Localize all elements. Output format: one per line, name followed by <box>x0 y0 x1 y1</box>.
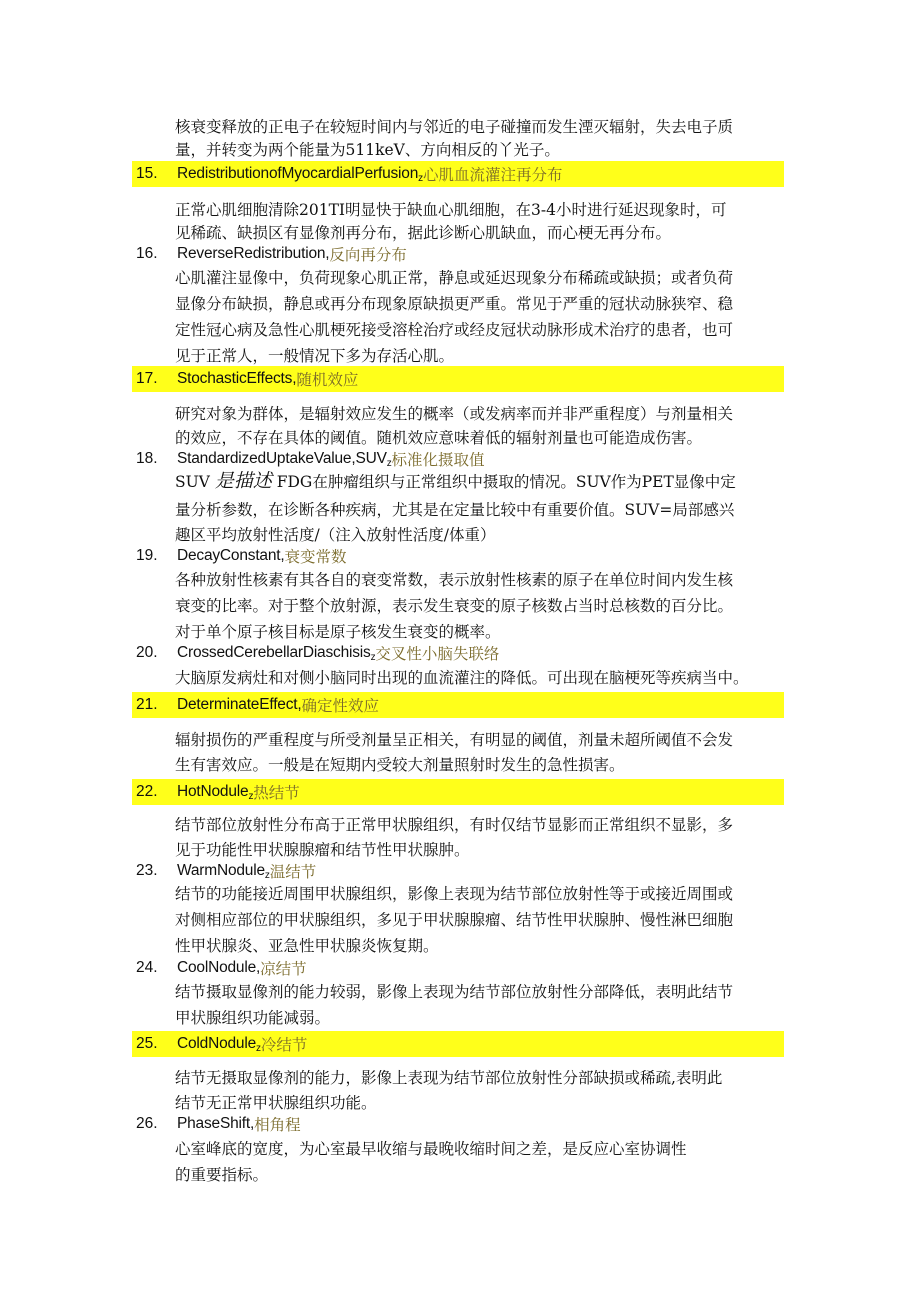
entry-number: 25. <box>136 1035 158 1052</box>
entry-description-line: 量分析参数，在诊断各种疾病，尤其是在定量比较中有重要价值。SUV=局部感兴 <box>175 501 735 519</box>
entry-number: 16. <box>136 245 158 262</box>
entry-heading <box>132 692 784 718</box>
entry-number: 22. <box>136 783 158 800</box>
entry-description-line: 的效应，不存在具体的阈值。随机效应意味着低的辐射剂量也可能造成伤害。 <box>175 429 703 447</box>
entry-separator: z <box>264 869 270 881</box>
entry-chinese-term: 相角程 <box>254 1116 301 1134</box>
entry-description-line: 心室峰底的宽度，为心室最早收缩与最晚收缩时间之差，是反应心室协调性 <box>175 1140 687 1158</box>
entry-description-line: 见于正常人，一般情况下多为存活心肌。 <box>175 347 455 365</box>
entry-description-line: 定性冠心病及急性心肌梗死接受溶栓治疗或经皮冠状动脉形成术治疗的患者，也可 <box>175 321 734 339</box>
entry-separator: z <box>370 651 376 663</box>
entry-description-line: 辐射损伤的严重程度与所受剂量呈正相关，有明显的阈值，剂量未超所阈值不会发 <box>175 731 734 749</box>
entry-description-line: 对于单个原子核目标是原子核发生衰变的概率。 <box>175 623 501 641</box>
entry-term: WarmNodule <box>177 862 265 879</box>
entry-description-line: 趣区平均放射性活度/（注入放射性活度/体重） <box>175 526 496 544</box>
entry-heading <box>132 1111 784 1137</box>
entry-description-line: 大脑原发病灶和对侧小脑同时出现的血流灌注的降低。可出现在脑梗死等疾病当中。 <box>175 669 749 687</box>
entry-description-line: 结节无摄取显像剂的能力，影像上表现为结节部位放射性分部缺损或稀疏,表明此 <box>175 1069 723 1087</box>
entry-term: ColdNodule <box>177 1035 256 1052</box>
entry-chinese-term: 心肌血流灌注再分布 <box>422 166 563 184</box>
entry-separator: z <box>418 172 423 184</box>
entry-heading <box>132 543 784 569</box>
entry-separator: , <box>249 1115 255 1132</box>
desc-italic: 是描述 <box>214 470 272 492</box>
entry-chinese-term: 温结节 <box>269 863 317 881</box>
entry-separator: , <box>297 696 302 713</box>
entry-number: 26. <box>136 1115 158 1132</box>
entry-term: CoolNodule <box>177 959 256 976</box>
entry-number: 15. <box>136 165 158 182</box>
entry-term: DecayConstant <box>177 547 281 564</box>
entry-number: 24. <box>136 959 158 976</box>
entry-number: 19. <box>136 547 158 564</box>
entry-number: 21. <box>136 696 158 713</box>
entry-chinese-term: 凉结节 <box>260 960 307 978</box>
entry-number: 18. <box>136 450 158 467</box>
desc-prefix: SUV <box>175 473 215 491</box>
entry-term: DeterminateEffect <box>177 696 298 713</box>
entry-term: HotNodule <box>177 783 249 800</box>
entry-description-line: 对侧相应部位的甲状腺组织，多见于甲状腺腺瘤、结节性甲状腺肿、慢性淋巴细胞 <box>175 911 734 929</box>
entry-heading <box>132 779 784 805</box>
entry-description-line: 各种放射性核素有其各自的衰变常数，表示放射性核素的原子在单位时间内发生核 <box>175 571 734 589</box>
entry-chinese-term: 交叉性小脑失联络 <box>375 645 500 663</box>
entry-description-line: 结节部位放射性分布高于正常甲状腺组织，有时仅结节显影而正常组织不显影，多 <box>175 816 734 834</box>
intro-line: 量，并转变为两个能量为511keV、方向相反的丫光子。 <box>175 141 560 159</box>
entry-description-line: 结节摄取显像剂的能力较弱，影像上表现为结节部位放射性分部降低，表明此结节 <box>175 983 734 1001</box>
entry-heading <box>132 1031 784 1057</box>
entry-heading <box>132 640 784 666</box>
entry-chinese-term: 热结节 <box>253 784 300 802</box>
desc-rest: FDG在肿瘤组织与正常组织中摄取的情况。SUV作为PET显像中定 <box>271 473 736 491</box>
entry-description-line: 见稀疏、缺损区有显像剂再分布，据此诊断心肌缺血，而心梗无再分布。 <box>175 224 672 242</box>
entry-heading <box>132 161 784 187</box>
entry-heading <box>132 241 784 267</box>
entry-description-line: 甲状腺组织功能减弱。 <box>175 1009 331 1027</box>
entry-chinese-term: 衰变常数 <box>284 548 347 566</box>
entry-chinese-term: 反向再分布 <box>329 246 407 264</box>
entry-description-line <box>175 471 736 492</box>
entry-description-line: 衰变的比率。对于整个放射源，表示发生衰变的原子核数占当时总核数的百分比。 <box>175 597 734 615</box>
entry-term: StochasticEffects <box>177 370 293 387</box>
entry-description-line: 研究对象为群体，是辐射效应发生的概率（或发病率而并非严重程度）与剂量相关 <box>175 405 734 423</box>
entry-chinese-term: 确定性效应 <box>301 697 379 715</box>
entry-separator: , <box>256 959 261 976</box>
entry-term: StandardizedUptakeValue,SUV <box>177 450 387 467</box>
entry-description-line: 心肌灌注显像中，负荷现象心肌正常，静息或延迟现象分布稀疏或缺损；或者负荷 <box>175 269 734 287</box>
entry-separator: , <box>280 547 285 564</box>
entry-term: RedistributionofMyocardialPerfusion <box>177 165 419 182</box>
entry-description-line: 结节无正常甲状腺组织功能。 <box>175 1094 377 1112</box>
entry-separator: z <box>386 457 392 469</box>
entry-separator: , <box>325 245 330 262</box>
entry-description-line: 性甲状腺炎、亚急性甲状腺炎恢复期。 <box>175 937 439 955</box>
entry-separator: z <box>248 790 254 802</box>
entry-description-line: 见于功能性甲状腺腺瘤和结节性甲状腺肿。 <box>175 841 470 859</box>
entry-term: PhaseShift <box>177 1115 250 1132</box>
entry-term: CrossedCerebellarDiaschisis <box>177 644 371 661</box>
entry-description-line: 的重要指标。 <box>175 1166 269 1184</box>
entry-heading <box>132 446 784 472</box>
entry-description-line: 生有害效应。一般是在短期内受较大剂量照射时发生的急性损害。 <box>175 756 625 774</box>
entry-separator: z <box>256 1042 261 1054</box>
entry-heading <box>132 366 784 392</box>
entry-description-line: 结节的功能接近周围甲状腺组织，影像上表现为结节部位放射性等于或接近周围或 <box>175 885 734 903</box>
entry-chinese-term: 冷结节 <box>260 1036 308 1054</box>
entry-term: ReverseRedistribution <box>177 245 326 262</box>
entry-heading <box>132 955 784 981</box>
intro-line: 核衰变释放的正电子在较短时间内与邻近的电子碰撞而发生湮灭辐射，失去电子质 <box>175 118 734 136</box>
entry-separator: , <box>292 370 297 387</box>
entry-description-line: 正常心肌细胞清除201TI明显快于缺血心肌细胞，在3-4小时进行延迟现象时，可 <box>175 201 727 219</box>
entry-heading <box>132 858 784 884</box>
entry-number: 17. <box>136 370 158 387</box>
entry-number: 23. <box>136 862 158 879</box>
entry-number: 20. <box>136 644 158 661</box>
entry-chinese-term: 标准化摄取值 <box>391 451 485 469</box>
entry-description-line: 显像分布缺损，静息或再分布现象原缺损更严重。常见于严重的冠状动脉狭窄、稳 <box>175 295 734 313</box>
entry-chinese-term: 随机效应 <box>296 371 359 389</box>
